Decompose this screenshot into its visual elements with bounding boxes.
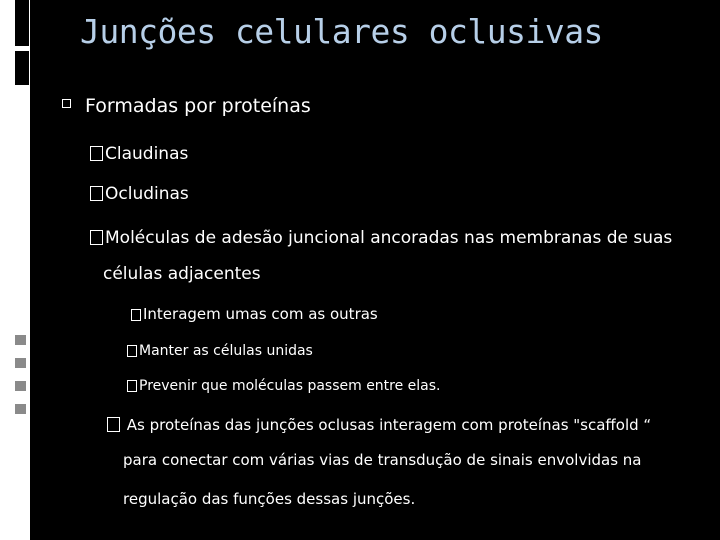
bullet-item: Claudinas — [90, 144, 188, 164]
missing-glyph-icon — [90, 230, 103, 245]
bullet-item: As proteínas das junções oclusas interagem com proteínas "scaffold “ — [107, 416, 651, 434]
bar-square — [15, 335, 26, 345]
bullet-item: Formadas por proteínas — [62, 95, 311, 117]
slide-title: Junções celulares oclusivas — [80, 12, 603, 51]
missing-glyph-icon — [90, 186, 103, 201]
bullet-item-continuation: células adjacentes — [103, 264, 261, 284]
bullet-item: Prevenir que moléculas passem entre elas. — [127, 378, 441, 394]
bullet-item: Moléculas de adesão juncional ancoradas nas membranas de suas — [90, 228, 672, 248]
missing-glyph-icon — [107, 417, 120, 432]
bar-block — [15, 0, 29, 46]
bar-square — [15, 381, 26, 391]
square-bullet-icon — [62, 99, 71, 108]
bar-square — [15, 404, 26, 414]
missing-glyph-icon — [131, 309, 141, 321]
bar-block — [15, 51, 29, 85]
missing-glyph-icon — [127, 345, 137, 357]
bullet-item: Ocludinas — [90, 184, 189, 204]
slide-left-bar — [0, 0, 30, 540]
bar-square — [15, 358, 26, 368]
missing-glyph-icon — [90, 146, 103, 161]
bullet-item: Interagem umas com as outras — [131, 305, 378, 323]
bullet-item-continuation: para conectar com várias vias de transdução de sinais envolvidas na — [123, 451, 642, 469]
bullet-item: Manter as células unidas — [127, 343, 313, 359]
missing-glyph-icon — [127, 380, 137, 392]
bullet-item-continuation: regulação das funções dessas junções. — [123, 490, 416, 508]
